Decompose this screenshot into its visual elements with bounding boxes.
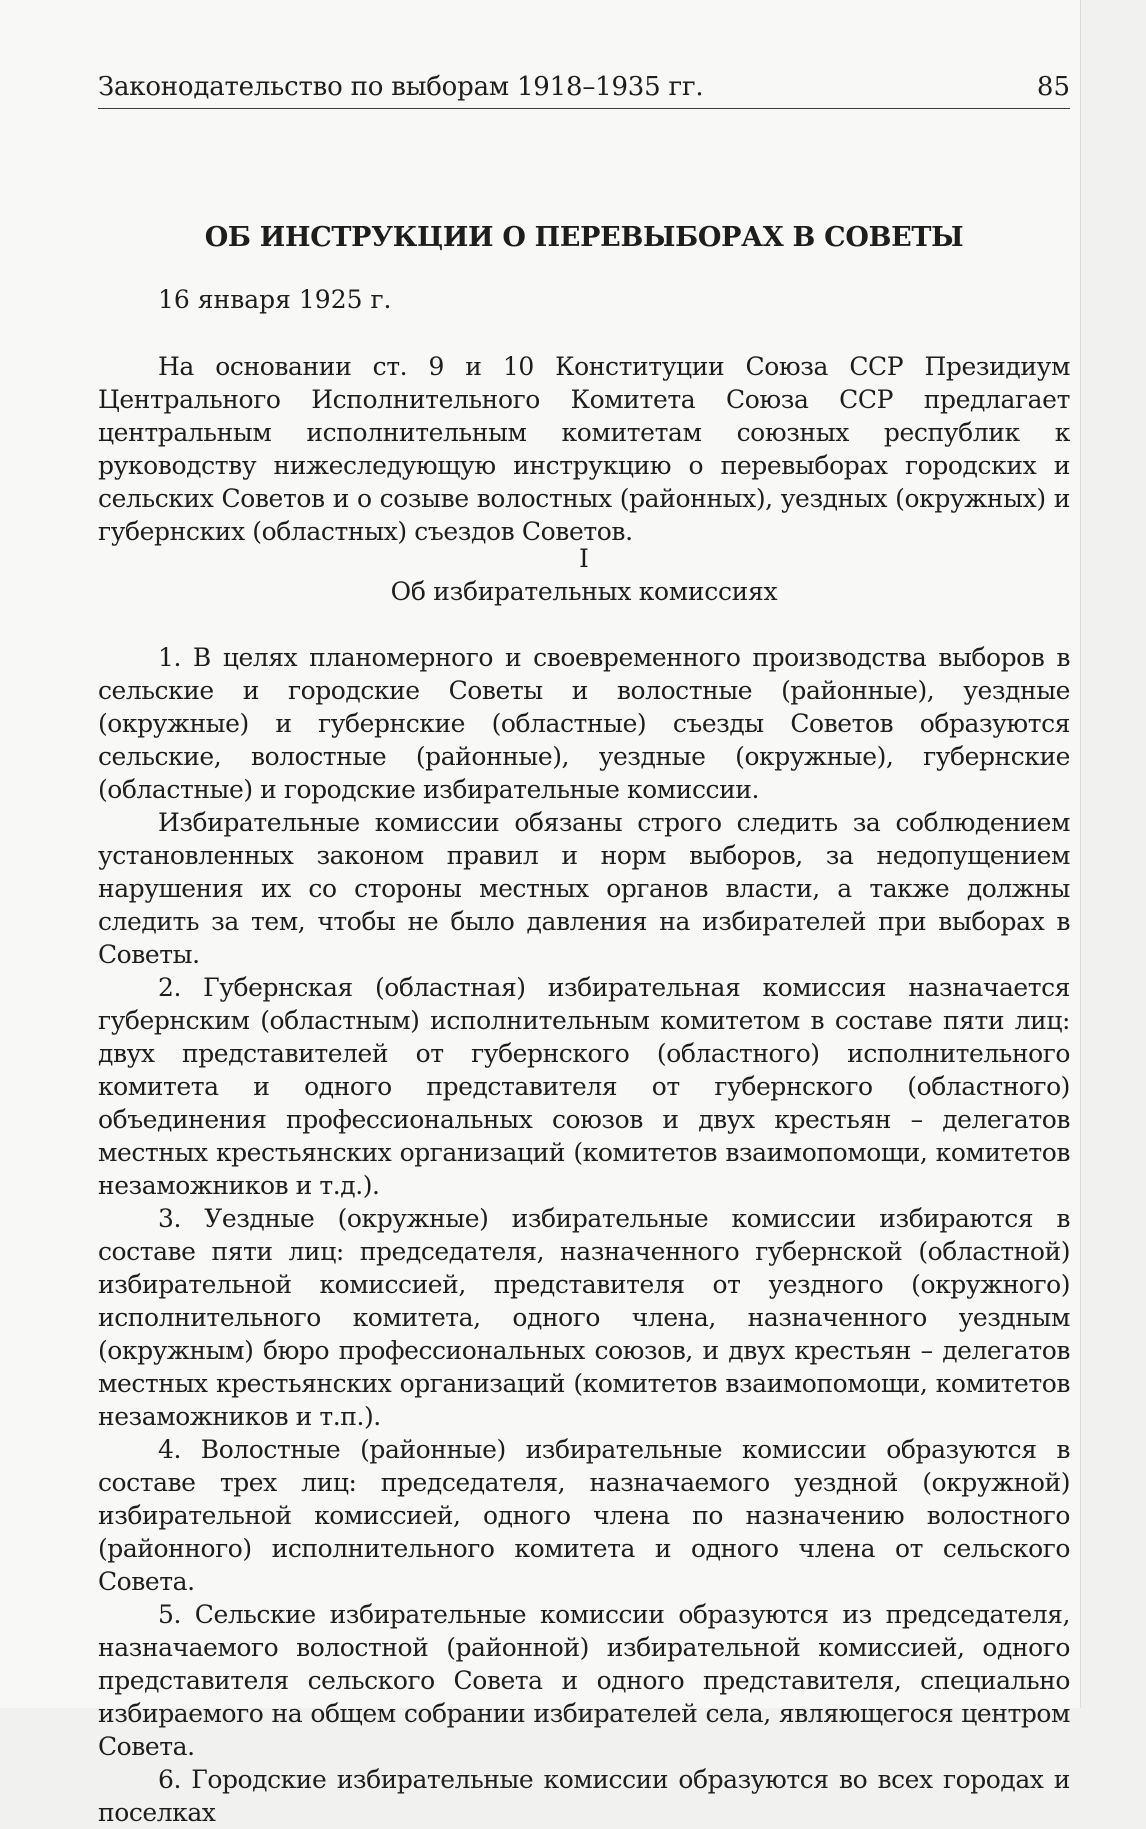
page-number: 85 [1036, 72, 1070, 102]
paragraph-3: 3. Уездные (окружные) избирательные комиссии избираются в составе пяти лиц: председателя, назначенного губернской (областной) избирательной комиссией, представителя от уездного (окружного) исполнительного комитета, одного члена, назначенного уездным (окружным) бюро профессиональных союзов, и двух крестьян – делегатов местных крестьянских организаций (комитетов взаимопомощи, комитетов незаможников и т.п.). [98, 1204, 1070, 1431]
document-title: ОБ ИНСТРУКЦИИ О ПЕРЕВЫБОРАХ В СОВЕТЫ [204, 222, 964, 253]
section-body [98, 641, 1070, 1829]
section-numeral: I [579, 544, 589, 573]
paragraph-5: 5. Сельские избирательные комиссии образуются из председателя, назначаемого волостной (районной) избирательной комиссией, одного представителя сельского Совета и одного представителя, специально избираемого на общем собрании избирателей села, являющегося центром Совета. [98, 1600, 1070, 1761]
paragraph-1-continued: Избирательные комиссии обязаны строго следить за соблюдением установленных законом правил и норм выборов, за недопущением нарушения их со стороны местных органов власти, а также должны следить за тем, чтобы не было давления на избирателей при выборах в Советы. [98, 808, 1070, 969]
page-header [98, 68, 1070, 109]
paragraph-2: 2. Губернская (областная) избирательная комиссия назначается губернским (областным) исполнительным комитетом в составе пяти лиц: двух представителей от губернского (областного) исполнительного комитета и одного представителя от губернского (областного) объединения профессиональных союзов и двух крестьян – делегатов местных крестьянских организаций (комитетов взаимопомощи, комитетов незаможников и т.д.). [98, 973, 1070, 1200]
section-title: Об избирательных комиссиях [390, 577, 778, 606]
document-date: 16 января 1925 г. [158, 285, 392, 314]
paragraph-4: 4. Волостные (районные) избирательные комиссии образуются в составе трех лиц: председателя, назначаемого уездной (окружной) избирательной комиссией, одного члена по назначению волостного (районного) исполнительного комитета и одного члена от сельского Совета. [98, 1435, 1070, 1596]
paragraph-1: 1. В целях планомерного и своевременного производства выборов в сельские и городские Советы и волостные (районные), уездные (окружные) и губернские (областные) съезды Советов образуются сельские, волостные (районные), уездные (окружные), губернские (областные) и городские избирательные комиссии. [98, 643, 1070, 804]
paragraph-6: 6. Городские избирательные комиссии образуются во всех городах и поселках [98, 1765, 1070, 1827]
intro-paragraph: На основании ст. 9 и 10 Конституции Союза ССР Президиум Центрального Исполнительного Комитета Союза ССР предлагает центральным исполнительным комитетам союзных республик к руководству нижеследующую инструкцию о перевыборах городских и сельских Советов и о созыве волостных (районных), уездных (окружных) и губернских (областных) съездов Советов. [98, 352, 1070, 546]
running-title: Законодательство по выборам 1918–1935 гг. [98, 72, 704, 102]
